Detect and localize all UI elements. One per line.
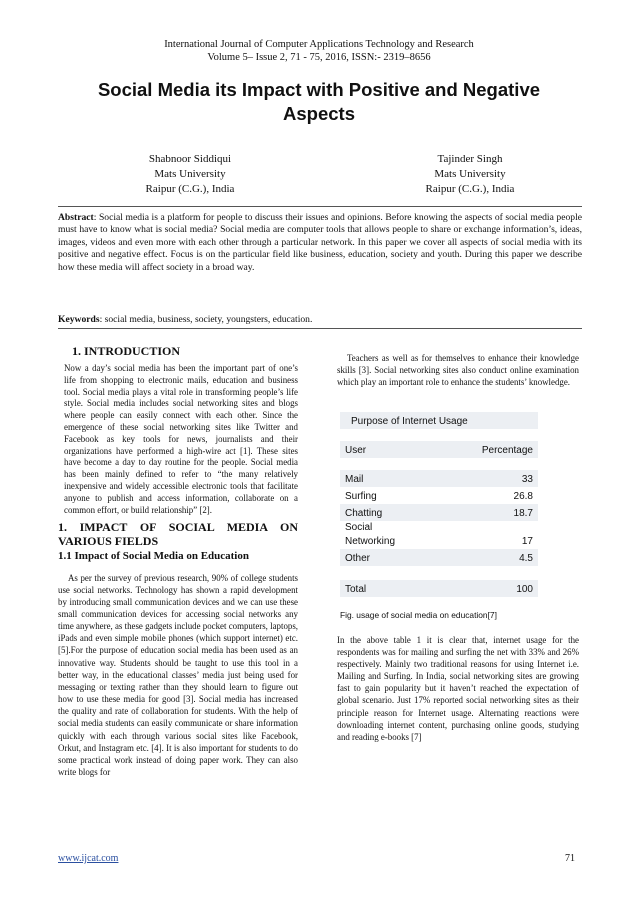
keywords	[58, 314, 582, 326]
table-spacer	[340, 429, 538, 441]
introduction-text: Now a day’s social media has been the important part of one’s life from shopping to electronic mails, education and business tool. Social media plays a vital role in transforming people’s life style. Social media includes social networking sites and blogs where people can easily connect with each other. Since the emergence of these social networking sites like Twitter and Facebook as key tools for news, journalists and their organizations have performed a high-wire act [1]. These sites have become a day to day routine for the people. Social media has been mainly defined to refer to “the many relatively inexpensive and widely accessible electronic tools that facilitate anyone to publish and access information, collaborate on a common effort, or build relationship” [2].	[64, 363, 298, 515]
author-1	[90, 152, 290, 197]
table-header-row	[340, 441, 538, 458]
page-number: 71	[565, 853, 575, 864]
introduction-section	[64, 344, 298, 516]
table-cell-value: 17	[521, 536, 533, 547]
author-1-name: Shabnoor Siddiqui	[148, 153, 232, 165]
right-top-paragraph: Teachers as well as for themselves to enhance their knowledge skills [3]. Social networking sites also conduct online examination which play an important role to enhance the students’ knowledge.	[337, 353, 579, 388]
table-spacer	[340, 566, 538, 580]
abstract-label: Abstract	[58, 212, 94, 223]
table-cell-label-line2: Networking	[345, 536, 396, 547]
author-1-location: Raipur (C.G.), India	[145, 183, 235, 195]
journal-header-line2: Volume 5– Issue 2, 71 - 75, 2016, ISSN:- 2319–8656	[207, 52, 431, 63]
author-2-location: Raipur (C.G.), India	[425, 183, 515, 195]
table-row	[340, 521, 538, 549]
author-2-affiliation: Mats University	[434, 168, 506, 180]
journal-header-line1: International Journal of Computer Applications Technology and Research	[164, 39, 474, 50]
bottom-divider	[58, 328, 582, 329]
table-title-row	[340, 412, 538, 429]
introduction-heading: 1. INTRODUCTION	[72, 344, 181, 358]
table-cell-value: 4.5	[519, 553, 533, 564]
table-cell-label: Mail	[345, 474, 364, 485]
table-cell-label: Chatting	[345, 508, 383, 519]
top-divider	[58, 206, 582, 207]
table-cell-label-line1: Social	[345, 522, 373, 533]
table-cell-label	[345, 521, 395, 549]
education-subheading: 1.1 Impact of Social Media on Education	[58, 550, 249, 562]
usage-table	[340, 412, 538, 597]
author-2-name: Tajinder Singh	[437, 153, 503, 165]
table-title: Purpose of Internet Usage	[351, 416, 468, 427]
education-text: As per the survey of previous research, 90% of college students use social networks. Technology has shown a rapid development by introducing small communication devices and we can use these small communication devices for accessing social networks any time anywhere, as these gadgets include pocket computers, laptops, iPads and even simple mobile phones (which support internet) etc.[5].For the purpose of education social media has been used as an innovative way. Students should be taught to use this tool in a better way, in the educational classes’ media just being used for messaging or texting rather than they should learn to figure out how to use these media for good [3]. Social media has increased the quality and rate of collaboration for students. With the help of social media students can easily communicate or share information quickly with each through various social sites like Facebook, Orkut, and Instagram etc. [4]. It is also important for students to do some practical work instead of doing paper work. They can also write blogs for	[58, 572, 298, 777]
abstract-text: : Social media is a platform for people to discuss their issues and opinions. Before knowing the aspects of social media people must have to know what is social media? Social media are computer tools that allows people to share or exchange information’s, ideas, images, videos and even more with each other through a particular network. In this paper we cover all aspects of social media with its positive and negative effect. Focus is on the particular field like business, education, society and youth. During this paper we describe how these media will affect society in a broad way.	[58, 212, 582, 273]
table-caption: Fig. usage of social media on education[7]	[340, 610, 497, 620]
author-1-affiliation: Mats University	[154, 168, 226, 180]
table-header-percentage: Percentage	[481, 445, 533, 456]
impact-section	[58, 520, 298, 778]
keywords-label: Keywords	[58, 314, 100, 325]
table-total-value: 100	[516, 584, 533, 595]
table-header-user: User	[345, 445, 367, 456]
table-row	[340, 487, 538, 504]
table-row	[340, 549, 538, 566]
paper-title: Social Media its Impact with Positive and Negative Aspects	[97, 79, 541, 124]
table-row	[340, 504, 538, 521]
table-cell-value: 18.7	[513, 508, 533, 519]
table-spacer	[340, 458, 538, 470]
table-cell-value: 26.8	[513, 491, 533, 502]
abstract	[58, 212, 582, 274]
right-top-text	[337, 352, 579, 388]
author-2	[370, 152, 570, 197]
table-total-row	[340, 580, 538, 597]
footer-url-link[interactable]: www.ijcat.com	[58, 853, 119, 864]
table-cell-value: 33	[521, 474, 533, 485]
table-cell-label: Other	[345, 553, 371, 564]
table-row	[340, 470, 538, 487]
impact-heading: 1. IMPACT OF SOCIAL MEDIA ON VARIOUS FIELDS	[58, 520, 298, 548]
right-bottom-paragraph: In the above table 1 it is clear that, internet usage for the respondents was for mailing and surfing the net with 33% and 26% respectively. Mainly two traditional reasons for using Internet i.e. Mailing and Surfing. In India, social networking sites are growing fast to gain popularity but it haven’t reached the expectation of global scenario. Just 17% reported social networking sites as their principle reason for Internet usage. Alternating reactions were downloading internet content, purchasing online goods, studying and reading e-books [7]	[337, 635, 579, 742]
table-cell-label: Surfing	[345, 491, 377, 502]
keywords-text: : social media, business, society, youngsters, education.	[99, 314, 313, 325]
table-total-label: Total	[345, 584, 367, 595]
right-bottom-text	[337, 634, 579, 743]
